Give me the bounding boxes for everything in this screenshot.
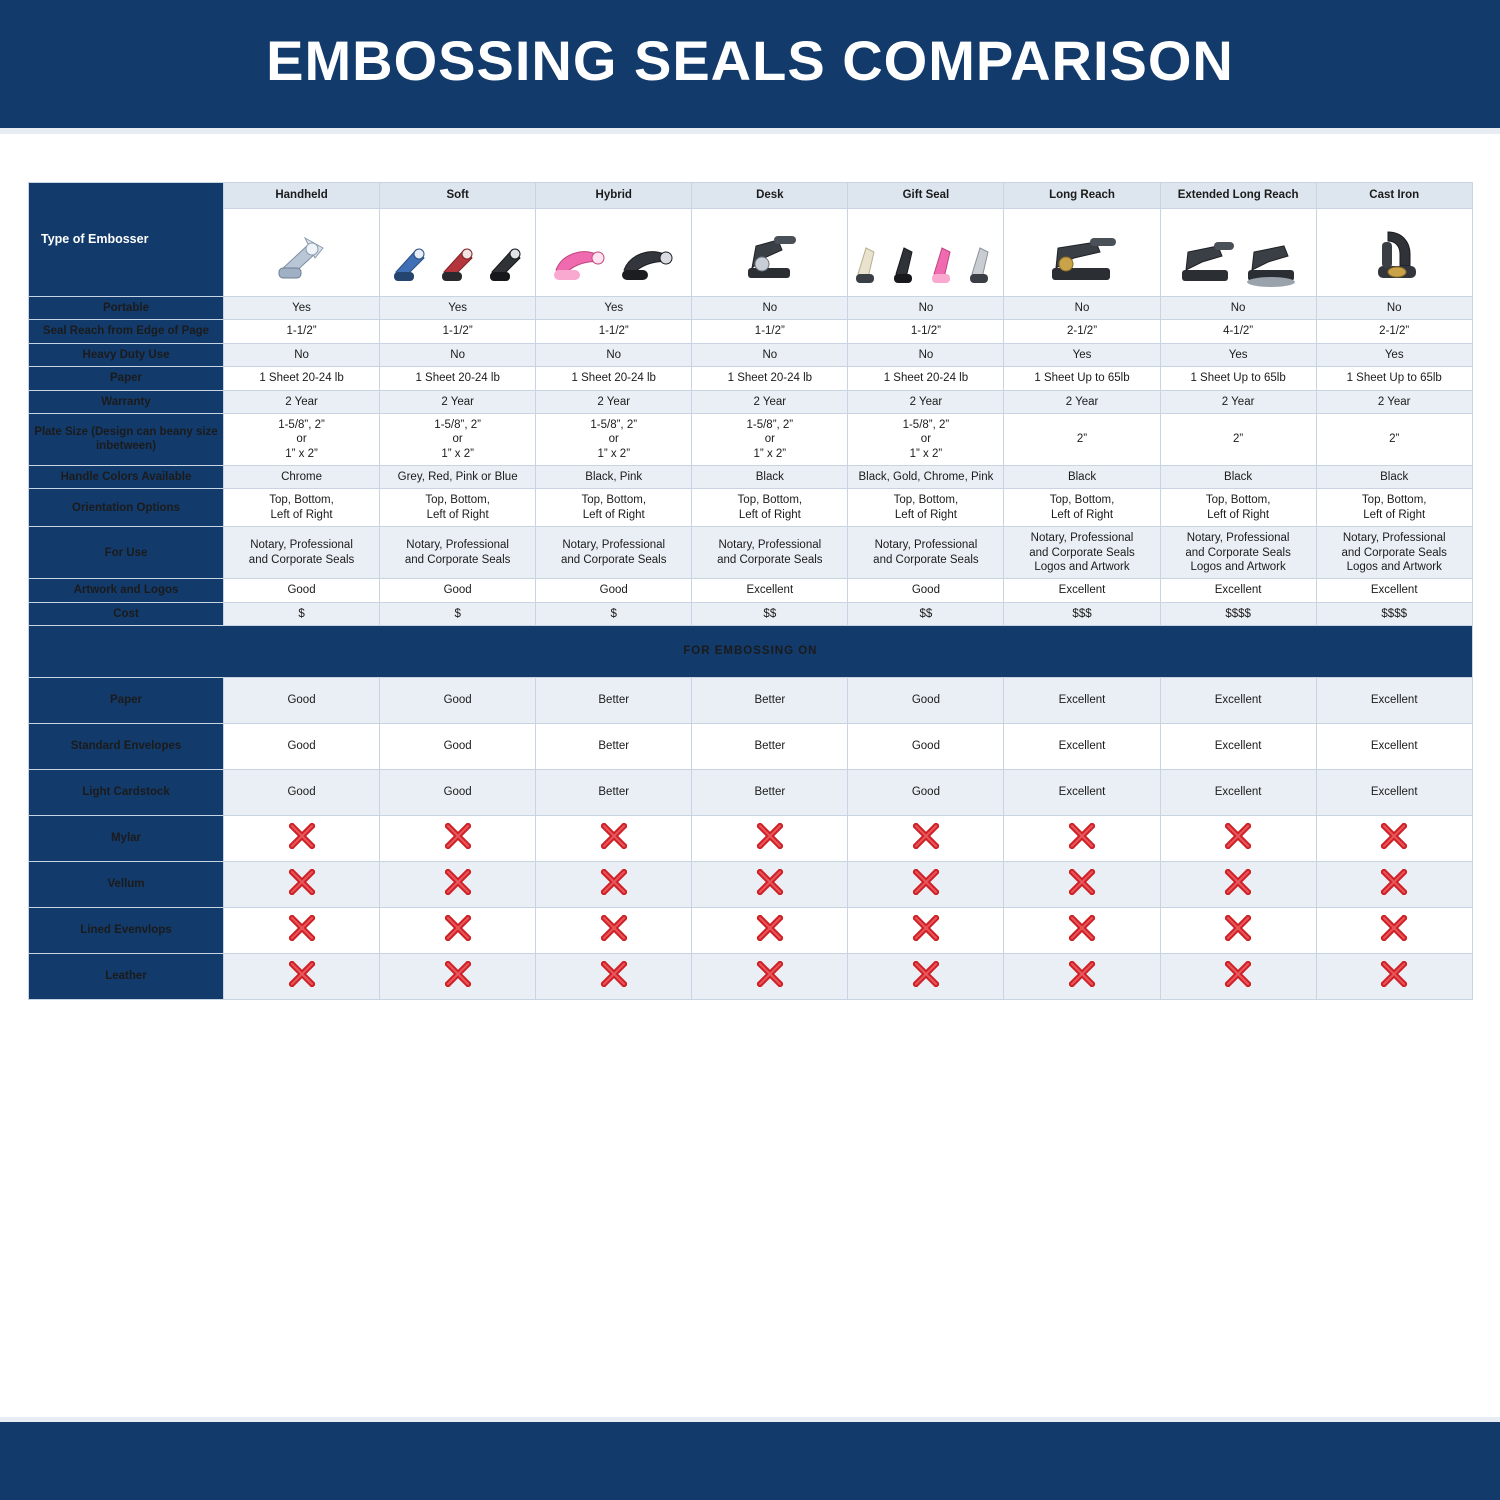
x-mark-icon (1381, 869, 1407, 895)
cell-standard-envelopes-desk: Better (692, 724, 848, 770)
cell-handle-colors-available-handheld: Chrome (224, 466, 380, 489)
cell-plate-size-design-can-beany-size-inbetween-cast-iron: 2” (1316, 413, 1472, 465)
extended-long-reach-embosser-image (1160, 209, 1316, 297)
cell-seal-reach-from-edge-of-page-handheld: 1-1/2” (224, 320, 380, 343)
cell-artwork-and-logos-long-reach: Excellent (1004, 579, 1160, 602)
cell-cost-long-reach: $$$ (1004, 602, 1160, 625)
cell-light-cardstock-hybrid: Better (536, 770, 692, 816)
cell-leather-cast-iron (1316, 954, 1472, 1000)
x-mark-icon (913, 869, 939, 895)
cell-heavy-duty-use-desk: No (692, 343, 848, 366)
row-header-artwork-and-logos: Artwork and Logos (29, 579, 224, 602)
cell-portable-soft: Yes (380, 297, 536, 320)
cell-lined-evenvlops-handheld (224, 908, 380, 954)
cell-paper-cast-iron: Excellent (1316, 678, 1472, 724)
table-row (29, 816, 1473, 862)
cell-light-cardstock-extended-long-reach: Excellent (1160, 770, 1316, 816)
cell-portable-long-reach: No (1004, 297, 1160, 320)
cell-cost-hybrid: $ (536, 602, 692, 625)
table-row (29, 489, 1473, 527)
cell-for-use-cast-iron: Notary, Professional and Corporate Seals Logos and Artwork (1316, 527, 1472, 579)
table-row (29, 602, 1473, 625)
cell-handle-colors-available-desk: Black (692, 466, 848, 489)
cell-standard-envelopes-handheld: Good (224, 724, 380, 770)
cell-warranty-gift-seal: 2 Year (848, 390, 1004, 413)
cell-mylar-gift-seal (848, 816, 1004, 862)
cell-vellum-long-reach (1004, 862, 1160, 908)
x-mark-icon (1069, 823, 1095, 849)
row-header-paper: Paper (29, 678, 224, 724)
row-header-lined-evenvlops: Lined Evenvlops (29, 908, 224, 954)
hybrid-embosser-image (536, 209, 692, 297)
column-header-desk: Desk (692, 183, 848, 209)
cell-cost-handheld: $ (224, 602, 380, 625)
banner-divider (0, 128, 1500, 134)
cell-portable-desk: No (692, 297, 848, 320)
row-header-handle-colors-available: Handle Colors Available (29, 466, 224, 489)
x-mark-icon (1381, 961, 1407, 987)
column-header-hybrid: Hybrid (536, 183, 692, 209)
cell-handle-colors-available-hybrid: Black, Pink (536, 466, 692, 489)
gift-seal-embosser-image-inner (850, 214, 1001, 292)
cell-leather-gift-seal (848, 954, 1004, 1000)
handheld-embosser-image-inner (226, 214, 377, 292)
column-header-cast-iron: Cast Iron (1316, 183, 1472, 209)
cell-artwork-and-logos-hybrid: Good (536, 579, 692, 602)
cell-heavy-duty-use-cast-iron: Yes (1316, 343, 1472, 366)
cell-light-cardstock-long-reach: Excellent (1004, 770, 1160, 816)
cell-for-use-extended-long-reach: Notary, Professional and Corporate Seals Logos and Artwork (1160, 527, 1316, 579)
extended-long-reach-embosser-image-inner (1163, 214, 1314, 292)
cell-paper-soft: 1 Sheet 20-24 lb (380, 367, 536, 390)
cell-standard-envelopes-cast-iron: Excellent (1316, 724, 1472, 770)
column-header-soft: Soft (380, 183, 536, 209)
cell-light-cardstock-desk: Better (692, 770, 848, 816)
row-header-heavy-duty-use: Heavy Duty Use (29, 343, 224, 366)
cell-artwork-and-logos-gift-seal: Good (848, 579, 1004, 602)
cell-handle-colors-available-gift-seal: Black, Gold, Chrome, Pink (848, 466, 1004, 489)
cell-mylar-hybrid (536, 816, 692, 862)
table-row (29, 527, 1473, 579)
cell-lined-evenvlops-soft (380, 908, 536, 954)
table-row (29, 320, 1473, 343)
cell-artwork-and-logos-desk: Excellent (692, 579, 848, 602)
x-mark-icon (913, 823, 939, 849)
cell-vellum-gift-seal (848, 862, 1004, 908)
cell-standard-envelopes-extended-long-reach: Excellent (1160, 724, 1316, 770)
cell-mylar-desk (692, 816, 848, 862)
cell-paper-handheld: Good (224, 678, 380, 724)
cell-seal-reach-from-edge-of-page-hybrid: 1-1/2” (536, 320, 692, 343)
table-row (29, 724, 1473, 770)
cell-for-use-long-reach: Notary, Professional and Corporate Seals Logos and Artwork (1004, 527, 1160, 579)
cell-warranty-handheld: 2 Year (224, 390, 380, 413)
section-band-label: FOR EMBOSSING ON (29, 626, 1473, 678)
cell-artwork-and-logos-soft: Good (380, 579, 536, 602)
cell-vellum-cast-iron (1316, 862, 1472, 908)
table-body (29, 183, 1473, 1000)
row-header-cost: Cost (29, 602, 224, 625)
cell-lined-evenvlops-desk (692, 908, 848, 954)
soft-embosser-image (380, 209, 536, 297)
row-header-vellum: Vellum (29, 862, 224, 908)
cast-iron-embosser-image-inner (1319, 214, 1470, 292)
cell-heavy-duty-use-long-reach: Yes (1004, 343, 1160, 366)
row-header-mylar: Mylar (29, 816, 224, 862)
cell-leather-extended-long-reach (1160, 954, 1316, 1000)
cell-portable-cast-iron: No (1316, 297, 1472, 320)
cell-mylar-long-reach (1004, 816, 1160, 862)
x-mark-icon (1381, 915, 1407, 941)
cell-paper-extended-long-reach: 1 Sheet Up to 65lb (1160, 367, 1316, 390)
row-header-orientation-options: Orientation Options (29, 489, 224, 527)
cell-standard-envelopes-soft: Good (380, 724, 536, 770)
table-row (29, 908, 1473, 954)
cell-lined-evenvlops-cast-iron (1316, 908, 1472, 954)
table-row (29, 862, 1473, 908)
row-header-label: Type of Embosser (41, 231, 149, 246)
row-header-standard-envelopes: Standard Envelopes (29, 724, 224, 770)
cell-handle-colors-available-cast-iron: Black (1316, 466, 1472, 489)
x-mark-icon (757, 823, 783, 849)
x-mark-icon (757, 869, 783, 895)
cell-for-use-soft: Notary, Professional and Corporate Seals (380, 527, 536, 579)
x-mark-icon (913, 915, 939, 941)
cell-orientation-options-hybrid: Top, Bottom, Left of Right (536, 489, 692, 527)
cell-portable-gift-seal: No (848, 297, 1004, 320)
cell-seal-reach-from-edge-of-page-extended-long-reach: 4-1/2” (1160, 320, 1316, 343)
cell-warranty-long-reach: 2 Year (1004, 390, 1160, 413)
cell-for-use-gift-seal: Notary, Professional and Corporate Seals (848, 527, 1004, 579)
row-header-seal-reach-from-edge-of-page: Seal Reach from Edge of Page (29, 320, 224, 343)
cell-seal-reach-from-edge-of-page-cast-iron: 2-1/2” (1316, 320, 1472, 343)
cell-vellum-hybrid (536, 862, 692, 908)
table-row (29, 770, 1473, 816)
cell-cost-cast-iron: $$$$ (1316, 602, 1472, 625)
embosser-image-row (29, 209, 1473, 297)
cell-orientation-options-extended-long-reach: Top, Bottom, Left of Right (1160, 489, 1316, 527)
x-mark-icon (757, 961, 783, 987)
x-mark-icon (445, 823, 471, 849)
soft-embosser-image-inner (382, 214, 533, 292)
x-mark-icon (289, 961, 315, 987)
cell-leather-desk (692, 954, 848, 1000)
table-row (29, 297, 1473, 320)
cell-vellum-extended-long-reach (1160, 862, 1316, 908)
cell-orientation-options-gift-seal: Top, Bottom, Left of Right (848, 489, 1004, 527)
cell-handle-colors-available-soft: Grey, Red, Pink or Blue (380, 466, 536, 489)
cell-light-cardstock-gift-seal: Good (848, 770, 1004, 816)
cell-seal-reach-from-edge-of-page-long-reach: 2-1/2” (1004, 320, 1160, 343)
cell-plate-size-design-can-beany-size-inbetween-long-reach: 2” (1004, 413, 1160, 465)
cell-seal-reach-from-edge-of-page-desk: 1-1/2” (692, 320, 848, 343)
cell-warranty-extended-long-reach: 2 Year (1160, 390, 1316, 413)
row-header-paper: Paper (29, 367, 224, 390)
table-row (29, 343, 1473, 366)
cell-heavy-duty-use-gift-seal: No (848, 343, 1004, 366)
cell-paper-handheld: 1 Sheet 20-24 lb (224, 367, 380, 390)
table-row (29, 466, 1473, 489)
cell-paper-cast-iron: 1 Sheet Up to 65lb (1316, 367, 1472, 390)
table-header-row (29, 183, 1473, 209)
x-mark-icon (1225, 869, 1251, 895)
cell-standard-envelopes-long-reach: Excellent (1004, 724, 1160, 770)
cell-warranty-soft: 2 Year (380, 390, 536, 413)
cell-paper-long-reach: 1 Sheet Up to 65lb (1004, 367, 1160, 390)
gift-seal-embosser-image (848, 209, 1004, 297)
cell-mylar-cast-iron (1316, 816, 1472, 862)
cell-handle-colors-available-extended-long-reach: Black (1160, 466, 1316, 489)
cell-light-cardstock-soft: Good (380, 770, 536, 816)
cell-standard-envelopes-hybrid: Better (536, 724, 692, 770)
cell-leather-handheld (224, 954, 380, 1000)
cell-mylar-extended-long-reach (1160, 816, 1316, 862)
cell-paper-gift-seal: Good (848, 678, 1004, 724)
cell-paper-desk: Better (692, 678, 848, 724)
handheld-embosser-image (224, 209, 380, 297)
x-mark-icon (1069, 961, 1095, 987)
cell-paper-soft: Good (380, 678, 536, 724)
cell-plate-size-design-can-beany-size-inbetween-soft: 1-5/8”, 2” or 1” x 2” (380, 413, 536, 465)
x-mark-icon (1069, 915, 1095, 941)
column-header-gift-seal: Gift Seal (848, 183, 1004, 209)
long-reach-embosser-image-inner (1006, 214, 1157, 292)
cell-leather-soft (380, 954, 536, 1000)
column-header-long-reach: Long Reach (1004, 183, 1160, 209)
comparison-table-wrap (28, 182, 1472, 1000)
cell-orientation-options-soft: Top, Bottom, Left of Right (380, 489, 536, 527)
cell-vellum-handheld (224, 862, 380, 908)
cell-cost-soft: $ (380, 602, 536, 625)
cell-orientation-options-handheld: Top, Bottom, Left of Right (224, 489, 380, 527)
desk-embosser-image-inner (694, 214, 845, 292)
cell-heavy-duty-use-hybrid: No (536, 343, 692, 366)
column-header-handheld: Handheld (224, 183, 380, 209)
cell-plate-size-design-can-beany-size-inbetween-gift-seal: 1-5/8”, 2” or 1” x 2” (848, 413, 1004, 465)
cell-standard-envelopes-gift-seal: Good (848, 724, 1004, 770)
cast-iron-embosser-image (1316, 209, 1472, 297)
row-header-for-use: For Use (29, 527, 224, 579)
page-banner (0, 0, 1500, 128)
cell-leather-long-reach (1004, 954, 1160, 1000)
cell-paper-gift-seal: 1 Sheet 20-24 lb (848, 367, 1004, 390)
cell-heavy-duty-use-extended-long-reach: Yes (1160, 343, 1316, 366)
cell-handle-colors-available-long-reach: Black (1004, 466, 1160, 489)
cell-portable-extended-long-reach: No (1160, 297, 1316, 320)
cell-vellum-desk (692, 862, 848, 908)
row-header-portable: Portable (29, 297, 224, 320)
row-header-type-of-embosser (29, 183, 224, 297)
cell-lined-evenvlops-gift-seal (848, 908, 1004, 954)
cell-plate-size-design-can-beany-size-inbetween-handheld: 1-5/8”, 2” or 1” x 2” (224, 413, 380, 465)
x-mark-icon (601, 961, 627, 987)
comparison-table (28, 182, 1473, 1000)
cell-mylar-handheld (224, 816, 380, 862)
x-mark-icon (601, 823, 627, 849)
table-row (29, 678, 1473, 724)
cell-for-use-hybrid: Notary, Professional and Corporate Seals (536, 527, 692, 579)
x-mark-icon (289, 915, 315, 941)
long-reach-embosser-image (1004, 209, 1160, 297)
row-header-leather: Leather (29, 954, 224, 1000)
section-band-for-embossing-on (29, 626, 1473, 678)
x-mark-icon (1225, 961, 1251, 987)
cell-lined-evenvlops-hybrid (536, 908, 692, 954)
x-mark-icon (445, 961, 471, 987)
cell-heavy-duty-use-soft: No (380, 343, 536, 366)
cell-paper-extended-long-reach: Excellent (1160, 678, 1316, 724)
cell-artwork-and-logos-handheld: Good (224, 579, 380, 602)
x-mark-icon (1069, 869, 1095, 895)
x-mark-icon (289, 823, 315, 849)
table-row (29, 579, 1473, 602)
cell-artwork-and-logos-extended-long-reach: Excellent (1160, 579, 1316, 602)
hybrid-embosser-image-inner (538, 214, 689, 292)
x-mark-icon (601, 915, 627, 941)
cell-portable-handheld: Yes (224, 297, 380, 320)
cell-warranty-desk: 2 Year (692, 390, 848, 413)
cell-for-use-handheld: Notary, Professional and Corporate Seals (224, 527, 380, 579)
cell-lined-evenvlops-extended-long-reach (1160, 908, 1316, 954)
cell-seal-reach-from-edge-of-page-gift-seal: 1-1/2” (848, 320, 1004, 343)
cell-light-cardstock-cast-iron: Excellent (1316, 770, 1472, 816)
cell-leather-hybrid (536, 954, 692, 1000)
x-mark-icon (1225, 915, 1251, 941)
cell-artwork-and-logos-cast-iron: Excellent (1316, 579, 1472, 602)
x-mark-icon (913, 961, 939, 987)
table-row (29, 954, 1473, 1000)
cell-cost-extended-long-reach: $$$$ (1160, 602, 1316, 625)
cell-lined-evenvlops-long-reach (1004, 908, 1160, 954)
x-mark-icon (445, 915, 471, 941)
cell-paper-desk: 1 Sheet 20-24 lb (692, 367, 848, 390)
footer-band (0, 1422, 1500, 1500)
x-mark-icon (289, 869, 315, 895)
row-header-plate-size-design-can-beany-size-inbetween: Plate Size (Design can beany size inbetween) (29, 413, 224, 465)
x-mark-icon (1381, 823, 1407, 849)
cell-paper-hybrid: Better (536, 678, 692, 724)
cell-orientation-options-cast-iron: Top, Bottom, Left of Right (1316, 489, 1472, 527)
x-mark-icon (1225, 823, 1251, 849)
cell-plate-size-design-can-beany-size-inbetween-hybrid: 1-5/8”, 2” or 1” x 2” (536, 413, 692, 465)
x-mark-icon (757, 915, 783, 941)
x-mark-icon (445, 869, 471, 895)
cell-for-use-desk: Notary, Professional and Corporate Seals (692, 527, 848, 579)
cell-portable-hybrid: Yes (536, 297, 692, 320)
cell-vellum-soft (380, 862, 536, 908)
cell-orientation-options-long-reach: Top, Bottom, Left of Right (1004, 489, 1160, 527)
cell-light-cardstock-handheld: Good (224, 770, 380, 816)
row-header-warranty: Warranty (29, 390, 224, 413)
table-row (29, 390, 1473, 413)
cell-orientation-options-desk: Top, Bottom, Left of Right (692, 489, 848, 527)
page-title: EMBOSSING SEALS COMPARISON (266, 29, 1234, 92)
cell-cost-desk: $$ (692, 602, 848, 625)
cell-cost-gift-seal: $$ (848, 602, 1004, 625)
desk-embosser-image (692, 209, 848, 297)
cell-mylar-soft (380, 816, 536, 862)
x-mark-icon (601, 869, 627, 895)
cell-plate-size-design-can-beany-size-inbetween-desk: 1-5/8”, 2” or 1” x 2” (692, 413, 848, 465)
column-header-extended-long-reach: Extended Long Reach (1160, 183, 1316, 209)
cell-warranty-cast-iron: 2 Year (1316, 390, 1472, 413)
row-header-light-cardstock: Light Cardstock (29, 770, 224, 816)
cell-seal-reach-from-edge-of-page-soft: 1-1/2” (380, 320, 536, 343)
table-row (29, 367, 1473, 390)
cell-heavy-duty-use-handheld: No (224, 343, 380, 366)
cell-warranty-hybrid: 2 Year (536, 390, 692, 413)
cell-paper-long-reach: Excellent (1004, 678, 1160, 724)
cell-paper-hybrid: 1 Sheet 20-24 lb (536, 367, 692, 390)
table-row (29, 413, 1473, 465)
cell-plate-size-design-can-beany-size-inbetween-extended-long-reach: 2” (1160, 413, 1316, 465)
